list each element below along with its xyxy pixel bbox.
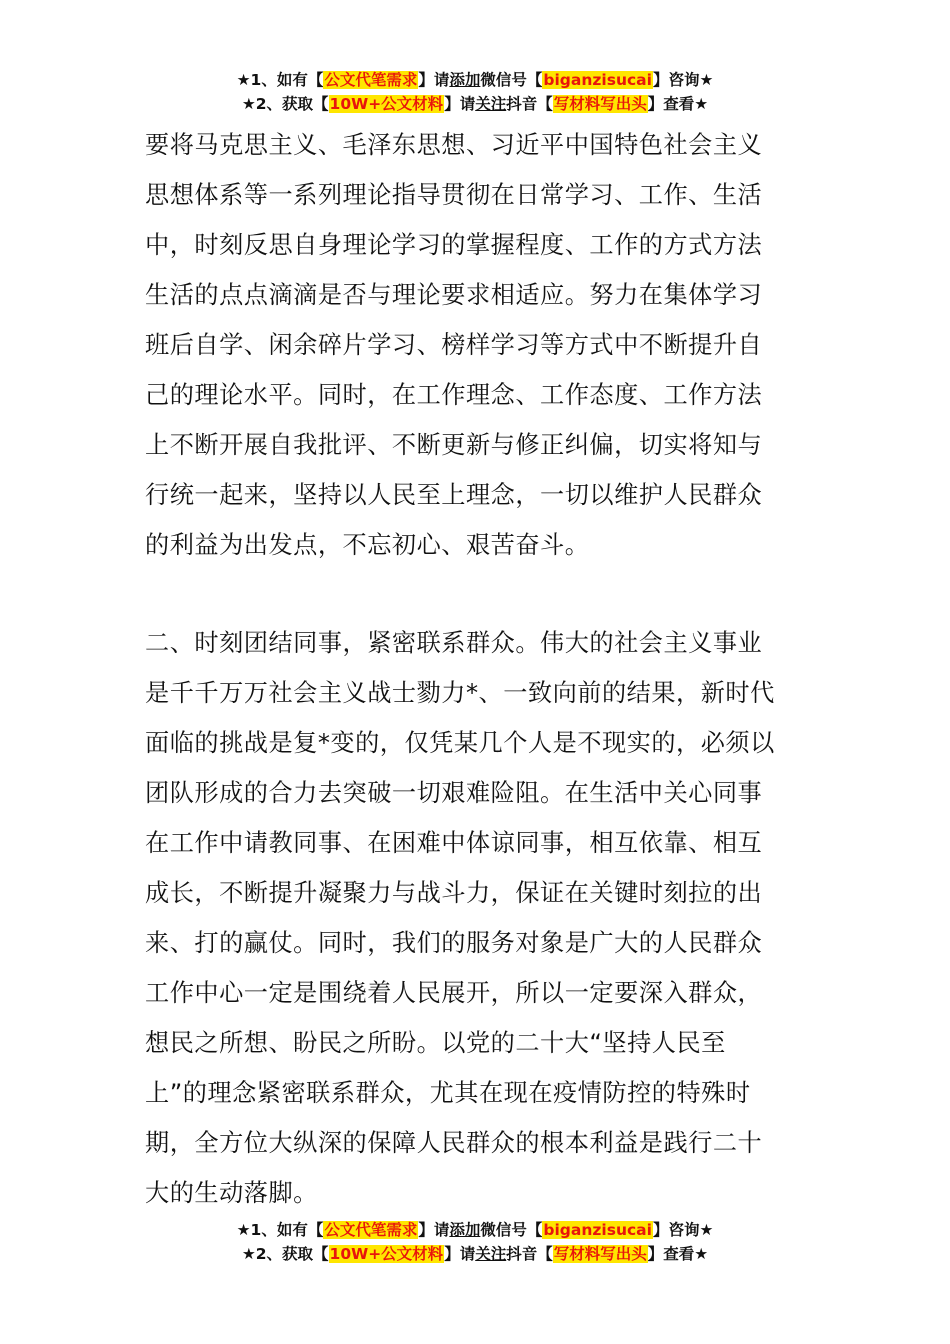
paragraph-2-text xyxy=(145,618,810,1218)
banner-text: 抖音【 xyxy=(506,1245,553,1263)
text-line: 中，时刻反思自身理论学习的掌握程度、工作的方式方法 xyxy=(145,231,763,259)
text-line: 己的理论水平。同时，在工作理念、工作态度、工作方法 xyxy=(145,381,763,409)
paragraph-2 xyxy=(145,618,810,1218)
text-line: 团队形成的合力去突破一切艰难险阻。在生活中关心同事 xyxy=(145,779,763,807)
footer-banner xyxy=(0,1218,950,1266)
header-banner-line-2 xyxy=(0,92,950,116)
banner-text: 】咨询★ xyxy=(652,1221,714,1239)
paragraph-1-text xyxy=(145,120,810,570)
banner-text: 抖音【 xyxy=(506,95,553,113)
banner-text: 】查看★ xyxy=(647,1245,709,1263)
banner-text: 】查看★ xyxy=(647,95,709,113)
text-line: 思想体系等一系列理论指导贯彻在日常学习、工作、生活 xyxy=(145,181,763,209)
text-line: 工作中心一定是围绕着人民展开，所以一定要深入群众， xyxy=(145,979,763,1007)
banner-underlined-text: 添加 xyxy=(449,1221,481,1239)
banner-text: 】请 xyxy=(444,95,476,113)
banner-underlined-text: 关注 xyxy=(475,1245,507,1263)
highlight-materials: 10W+公文材料 xyxy=(329,1245,444,1263)
banner-text: 微信号【 xyxy=(480,71,543,89)
text-line: 大的生动落脚。 xyxy=(145,1179,318,1207)
highlight-materials: 10W+公文材料 xyxy=(329,95,444,113)
banner-text: 】请 xyxy=(418,1221,450,1239)
footer-banner-line-1 xyxy=(0,1218,950,1242)
text-line: 要将马克思主义、毛泽东思想、习近平中国特色社会主义 xyxy=(145,131,763,159)
banner-text: 】请 xyxy=(444,1245,476,1263)
header-banner-line-1 xyxy=(0,68,950,92)
text-line: 面临的挑战是复*变的，仅凭某几个人是不现实的，必须以 xyxy=(145,729,775,757)
highlight-wechat-id: biganzisucai xyxy=(543,71,652,89)
text-line: 想民之所想、盼民之所盼。以党的二十大“坚持人民至 xyxy=(145,1029,726,1057)
banner-underlined-text: 添加 xyxy=(449,71,481,89)
paragraph-1 xyxy=(145,120,810,570)
highlight-service: 公文代笔需求 xyxy=(324,71,418,89)
banner-text: ★1、如有【 xyxy=(236,1221,324,1239)
banner-text: ★2、获取【 xyxy=(241,1245,329,1263)
text-line: 行统一起来，坚持以人民至上理念，一切以维护人民群众 xyxy=(145,481,763,509)
highlight-wechat-id: biganzisucai xyxy=(543,1221,652,1239)
text-line: 成长，不断提升凝聚力与战斗力，保证在关键时刻拉的出 xyxy=(145,879,763,907)
banner-text: 】咨询★ xyxy=(652,71,714,89)
text-line: 上”的理念紧密联系群众，尤其在现在疫情防控的特殊时 xyxy=(145,1079,751,1107)
banner-text: ★2、获取【 xyxy=(241,95,329,113)
banner-text: ★1、如有【 xyxy=(236,71,324,89)
banner-text: 】请 xyxy=(418,71,450,89)
header-banner xyxy=(0,68,950,116)
footer-banner-line-2 xyxy=(0,1242,950,1266)
text-line: 是千千万万社会主义战士勠力*、一致向前的结果，新时代 xyxy=(145,679,775,707)
text-line: 二、时刻团结同事，紧密联系群众。伟大的社会主义事业 xyxy=(145,629,763,657)
highlight-douyin-account: 写材料写出头 xyxy=(553,95,647,113)
text-line: 上不断开展自我批评、不断更新与修正纠偏，切实将知与 xyxy=(145,431,763,459)
text-line: 期，全方位大纵深的保障人民群众的根本利益是践行二十 xyxy=(145,1129,763,1157)
text-line: 来、打的赢仗。同时，我们的服务对象是广大的人民群众 xyxy=(145,929,763,957)
text-line: 生活的点点滴滴是否与理论要求相适应。努力在集体学习 xyxy=(145,281,763,309)
highlight-service: 公文代笔需求 xyxy=(324,1221,418,1239)
banner-text: 微信号【 xyxy=(480,1221,543,1239)
text-line: 的利益为出发点，不忘初心、艰苦奋斗。 xyxy=(145,531,590,559)
text-line: 班后自学、闲余碎片学习、榜样学习等方式中不断提升自 xyxy=(145,331,763,359)
banner-underlined-text: 关注 xyxy=(475,95,507,113)
highlight-douyin-account: 写材料写出头 xyxy=(553,1245,647,1263)
text-line: 在工作中请教同事、在困难中体谅同事，相互依靠、相互 xyxy=(145,829,763,857)
